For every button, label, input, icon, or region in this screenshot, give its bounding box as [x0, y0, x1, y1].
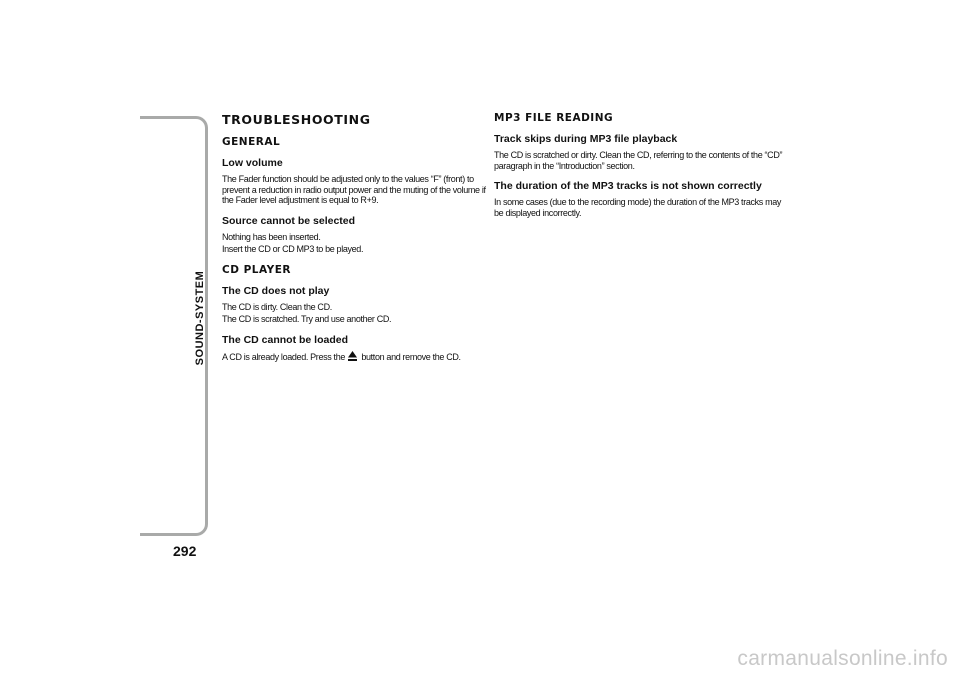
cd-not-loaded-text-before: A CD is already loaded. Press the	[222, 351, 346, 362]
watermark-site: carmanualsonline.info	[737, 647, 948, 670]
low-volume-text: The Fader function should be adjusted only to the values “F” (front) to prevent a reduction in radio output power and the muting of the volume if the Fader level adjustment is equal to R+9.	[222, 174, 486, 205]
cd-not-loaded-title: The CD cannot be loaded	[222, 333, 349, 346]
general-heading: GENERAL	[222, 136, 281, 148]
source-text-2: Insert the CD or CD MP3 to be played.	[222, 244, 364, 254]
left-column	[222, 112, 492, 368]
page-title: TROUBLESHOOTING	[222, 112, 371, 127]
track-skips-title: Track skips during MP3 file playback	[494, 133, 678, 145]
source-text-1: Nothing has been inserted.	[222, 231, 321, 242]
cd-not-play-text-2: The CD is scratched. Try and use another CD.	[222, 314, 392, 324]
cd-not-loaded-text-after: button and remove the CD.	[361, 351, 461, 362]
right-column	[494, 112, 784, 224]
cd-player-heading: CD PLAYER	[222, 263, 291, 276]
cd-not-loaded-text	[222, 351, 492, 363]
low-volume-title: Low volume	[222, 157, 283, 169]
track-skips-text: The CD is scratched or dirty. Clean the CD, referring to the contents of the “CD” paragraph in the “Introduction” section.	[494, 150, 783, 171]
source-title: Source cannot be selected	[222, 214, 356, 227]
page-number: 292	[173, 543, 197, 559]
duration-title: The duration of the MP3 tracks is not shown correctly	[494, 180, 762, 192]
duration-text: In some cases (due to the recording mode) the duration of the MP3 tracks may be displayed incorrectly.	[494, 197, 782, 218]
eject-icon	[348, 351, 357, 361]
cd-not-play-text-1: The CD is dirty. Clean the CD.	[222, 301, 332, 312]
mp3-heading: MP3 FILE READING	[494, 112, 614, 124]
cd-not-play-title: The CD does not play	[222, 284, 330, 297]
section-side-label: SOUND-SYSTEM	[194, 270, 206, 366]
